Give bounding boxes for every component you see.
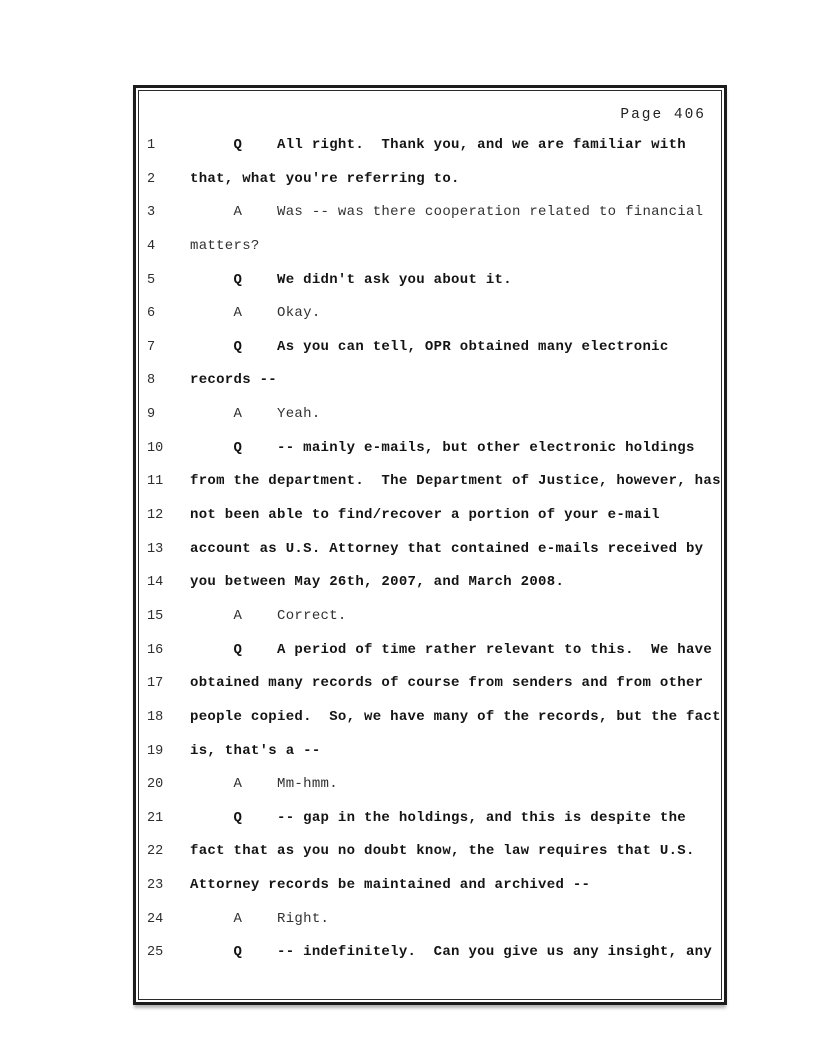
line-text: obtained many records of course from senders and from other: [190, 675, 704, 692]
line-text: matters?: [190, 237, 260, 254]
transcript-line: [147, 432, 719, 466]
page-border-inner: [138, 90, 722, 1000]
transcript-line: [147, 297, 719, 331]
line-text: Attorney records be maintained and archived --: [190, 877, 591, 894]
line-number: 20: [147, 777, 164, 793]
transcript-line: [147, 903, 719, 937]
line-number: 15: [147, 608, 164, 624]
line-number: 7: [147, 339, 156, 355]
line-text: records --: [190, 372, 278, 389]
transcript-lines: [147, 129, 719, 970]
line-number: 8: [147, 373, 156, 389]
line-number: 10: [147, 440, 164, 456]
transcript-line: [147, 802, 719, 836]
line-number: 11: [147, 474, 164, 490]
page-border: [133, 85, 727, 1005]
line-text: people copied. So, we have many of the records, but the fact: [190, 708, 721, 725]
line-text: not been able to find/recover a portion of your e-mail: [190, 507, 660, 524]
line-number: 13: [147, 541, 164, 557]
line-text: A Mm-hmm.: [190, 776, 338, 793]
transcript-line: [147, 869, 719, 903]
transcript-line: [147, 936, 719, 970]
line-text: A Yeah.: [190, 406, 321, 423]
transcript-line: [147, 634, 719, 668]
line-number: 6: [147, 306, 156, 322]
transcript-line: [147, 398, 719, 432]
transcript-line: [147, 835, 719, 869]
line-number: 4: [147, 238, 156, 254]
line-number: 18: [147, 709, 164, 725]
transcript-line: [147, 465, 719, 499]
line-number: 25: [147, 945, 164, 961]
transcript-line: [147, 533, 719, 567]
line-text: A Correct.: [190, 607, 347, 624]
line-text: Q A period of time rather relevant to this. We have: [190, 641, 713, 658]
line-text: A Right.: [190, 910, 330, 927]
transcript-line: [147, 768, 719, 802]
line-text: Q -- mainly e-mails, but other electronic holdings: [190, 439, 695, 456]
line-text: Q As you can tell, OPR obtained many electronic: [190, 338, 669, 355]
transcript-line: [147, 364, 719, 398]
line-text: you between May 26th, 2007, and March 2008.: [190, 574, 565, 591]
line-number: 16: [147, 642, 164, 658]
line-number: 24: [147, 911, 164, 927]
transcript-line: [147, 600, 719, 634]
line-text: account as U.S. Attorney that contained e-mails received by: [190, 540, 704, 557]
transcript-line: [147, 230, 719, 264]
line-text: Q -- gap in the holdings, and this is despite the: [190, 809, 686, 826]
line-number: 23: [147, 878, 164, 894]
line-number: 21: [147, 810, 164, 826]
line-number: 9: [147, 407, 156, 423]
line-text: Q We didn't ask you about it.: [190, 271, 512, 288]
line-number: 2: [147, 171, 156, 187]
line-text: fact that as you no doubt know, the law requires that U.S.: [190, 843, 695, 860]
line-number: 14: [147, 575, 164, 591]
line-text: is, that's a --: [190, 742, 321, 759]
line-number: 5: [147, 272, 156, 288]
line-number: 17: [147, 676, 164, 692]
line-text: from the department. The Department of Justice, however, has: [190, 473, 721, 490]
line-text: that, what you're referring to.: [190, 170, 460, 187]
line-text: Q -- indefinitely. Can you give us any insight, any: [190, 944, 713, 961]
line-text: A Was -- was there cooperation related to financial: [190, 204, 704, 221]
line-number: 3: [147, 205, 156, 221]
transcript-line: [147, 566, 719, 600]
transcript-line: [147, 129, 719, 163]
line-text: Q All right. Thank you, and we are familiar with: [190, 137, 686, 153]
line-text: A Okay.: [190, 305, 321, 322]
transcript-line: [147, 196, 719, 230]
transcript-line: [147, 163, 719, 197]
transcript-line: [147, 499, 719, 533]
transcript-line: [147, 667, 719, 701]
line-number: 22: [147, 844, 164, 860]
transcript-line: [147, 331, 719, 365]
line-number: 1: [147, 138, 156, 153]
transcript-line: [147, 735, 719, 769]
transcript-line: [147, 264, 719, 298]
line-number: 12: [147, 508, 164, 524]
page-number: Page 406: [620, 107, 706, 123]
transcript-line: [147, 701, 719, 735]
line-number: 19: [147, 743, 164, 759]
